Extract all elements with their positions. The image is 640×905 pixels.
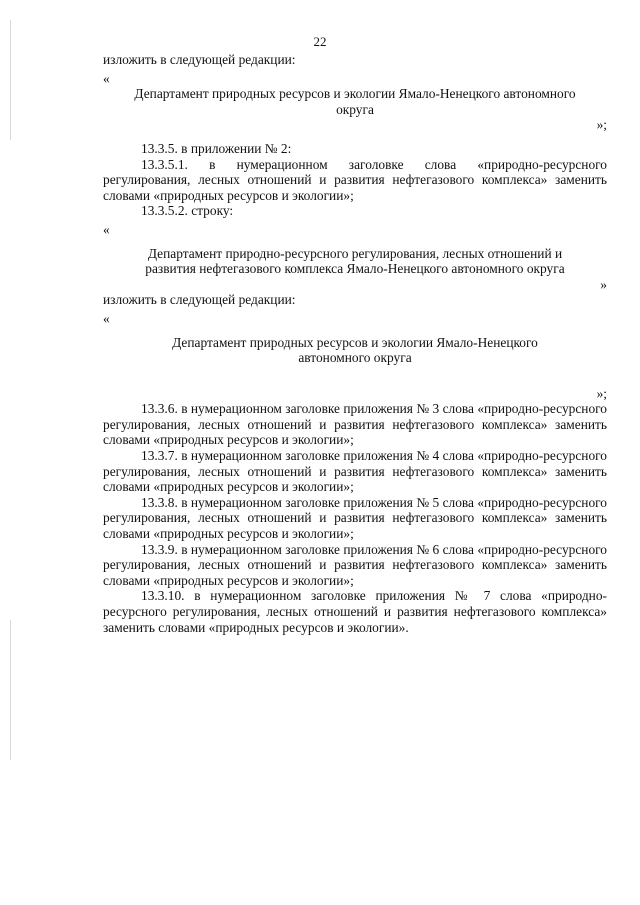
- intro-text: изложить в следующей редакции:: [103, 52, 296, 67]
- clause-13-3-5-2: 13.3.5.2. строку:: [141, 203, 234, 219]
- quoted-department-title: округа: [336, 101, 374, 117]
- quoted-department-title: развития нефтегазового комплекса Ямало-Ненецкого автономного округа: [145, 261, 565, 277]
- quoted-department-title: автономного округа: [298, 350, 412, 366]
- clause-13-3-10: 13.3.10. в нумерационном заголовке приложения № 7 слова «природно-ресурсного регулирования, лесных отношений и развития нефтегазового комплекса» заменить словами «природных ресурсов и экологии».: [103, 588, 607, 635]
- clause-13-3-9: 13.3.9. в нумерационном заголовке приложения № 6 слова «природно-ресурсного регулирования, лесных отношений и развития нефтегазового комплекса» заменить словами «природных ресурсов и экологии»;: [103, 541, 607, 588]
- open-quote: «: [103, 310, 110, 326]
- intro-text: изложить в следующей редакции:: [103, 292, 296, 308]
- quoted-department-title: Департамент природно-ресурсного регулирования, лесных отношений и: [147, 245, 563, 261]
- open-quote: «: [103, 221, 110, 237]
- clause-13-3-5: 13.3.5. в приложении № 2:: [141, 140, 292, 156]
- close-quote: »: [600, 276, 607, 292]
- page-number: 22: [313, 34, 327, 49]
- clause-13-3-8: 13.3.8. в нумерационном заголовке приложения № 5 слова «природно-ресурсного регулирования, лесных отношений и развития нефтегазового комплекса» заменить словами «природных ресурсов и экологии»;: [103, 494, 607, 542]
- quoted-department-title: Департамент природных ресурсов и экологии Ямало-Ненецкого: [172, 334, 538, 350]
- clause-13-3-7: 13.3.7. в нумерационном заголовке приложения № 4 слова «природно-ресурсного регулирования, лесных отношений и развития нефтегазового комплекса» заменить словами «природных ресурсов и экологии»;: [103, 448, 607, 495]
- close-quote: »;: [596, 117, 607, 133]
- open-quote: «: [103, 70, 110, 86]
- close-quote: »;: [596, 385, 607, 401]
- clause-13-3-5-1: 13.3.5.1. в нумерационном заголовке слова «природно-ресурсного регулирования, лесных отношений и развития нефтегазового комплекса» заменить словами «природных ресурсов и экологии»;: [103, 156, 607, 203]
- scan-margin-line: [10, 620, 11, 760]
- clause-13-3-6: 13.3.6. в нумерационном заголовке приложения № 3 слова «природно-ресурсного регулирования, лесных отношений и развития нефтегазового комплекса» заменить словами «природных ресурсов и экологии»;: [103, 401, 607, 448]
- quoted-department-title: Департамент природных ресурсов и экологии Ямало-Ненецкого автономного: [134, 86, 576, 102]
- document-body: [103, 52, 607, 635]
